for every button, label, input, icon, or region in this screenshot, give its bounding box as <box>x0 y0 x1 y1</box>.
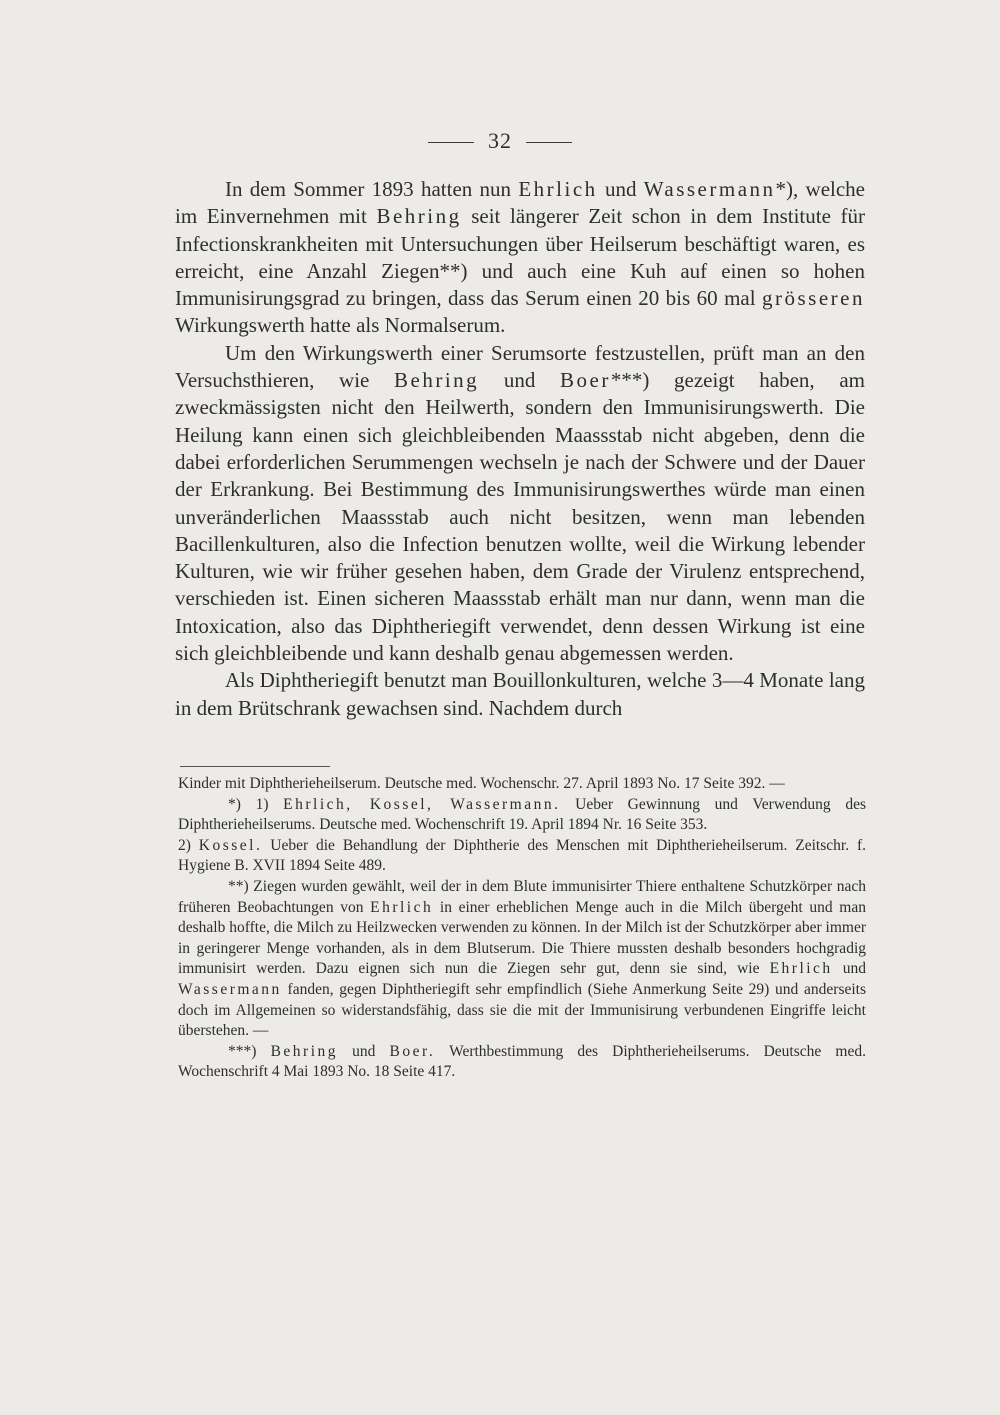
text-run: Als Diphtheriegift benutzt man Bouillonkulturen, welche 3—4 Monate lang in dem Brütschrank gewachsen sind. Nachdem durch <box>175 668 865 720</box>
spaced-name: Wassermann <box>178 980 282 998</box>
spaced-name: Ehrlich <box>769 960 833 978</box>
text-run: und <box>338 1042 390 1060</box>
text-run: ***) gezeigt haben, am zweckmässigsten nicht den Heilwerth, sondern den Immunisirungswerth. Die Heilung kann einen sich gleichbleibenden Maassstab nicht abgeben, denn die dabei erforderlichen Serummengen wechseln je nach der Schwere und der Dauer der Erkrankung. Bei Bestimmung des Immunisirungswerthes würde man einen unveränderlichen Maassstab auch nicht besitzen, wenn man lebenden Bacillenkulturen, also die Infection benutzen wollte, weil die Wirkung lebender Kulturen, wie wir früher gesehen haben, dem Grade der Virulenz entsprechend, verschieden ist. Einen sicheren Maassstab erhält man nur dann, wenn man die Intoxication, also das Diphtheriegift verwendet, denn dessen Wirkung ist eine sich gleichbleibende und kann deshalb genau abgemessen werden. <box>175 368 866 666</box>
spaced-name: Boer <box>560 368 611 393</box>
text-run: In dem Sommer 1893 hatten nun <box>225 177 519 201</box>
spaced-name: Wassermann <box>643 177 776 201</box>
paragraph-1 <box>175 176 865 340</box>
text-run: ***) <box>228 1042 271 1060</box>
text-run: und <box>597 177 644 201</box>
text-run: in einer erheblichen Menge auch in die Milch übergeht und man deshalb hoffte, die Milch zu Heilzwecken verwenden zu können. In der Milch ist der Schutzkörper aber immer in geringerer Menge vorhanden, als in dem Blutserum. Die Thiere mussten deshalb besonders hochgradig immunisirt werden. Dazu eignen sich nun die Ziegen sehr gut, denn sie sind, wie <box>178 898 866 978</box>
spaced-name: Ehrlich, Kossel, Wassermann. <box>283 795 561 813</box>
text-run: *) 1) <box>228 795 284 813</box>
text-run: 2) <box>178 836 199 854</box>
main-text <box>175 176 865 722</box>
text-run: Werthbestimmung des Diphtherieheilserums. Deutsche med. Wochenschrift 4 Mai 1893 No. 18 Seite 417. <box>178 1042 866 1081</box>
text-run: Kinder mit Diphtherieheilserum. Deutsche med. Wochenschr. 27. April 1893 No. 17 Seite 392. — <box>178 775 785 792</box>
text-run: seit längerer Zeit schon in dem Institute für Infectionskrankheiten mit Untersuchungen über Heilserum beschäftigt waren, es erreicht, eine Anzahl Ziegen**) und auch eine Kuh auf einen so hohen Immunisirungsgrad zu bringen, dass das Serum einen 20 bis 60 mal <box>175 204 866 311</box>
paragraph-3 <box>175 667 865 722</box>
text-run: und <box>479 368 561 393</box>
text-run: und <box>832 960 866 978</box>
spaced-name: Kossel. <box>198 836 263 854</box>
footnote-continuation <box>178 774 866 795</box>
header-rule-left <box>428 142 474 143</box>
spaced-name: Boer. <box>389 1042 436 1060</box>
footnote-3 <box>178 1042 866 1083</box>
text-run: Ueber die Behandlung der Diphtherie des Menschen mit Diphtherieheilserum. Zeitschr. f. Hygiene B. XVII 1894 Seite 489. <box>178 836 866 875</box>
page-number: 32 <box>488 128 512 153</box>
spaced-name: Behring <box>270 1042 338 1060</box>
spaced-name: Ehrlich <box>518 177 598 201</box>
spaced-name: Behring <box>394 368 480 393</box>
header-rule-right <box>526 142 572 143</box>
text-run: Wirkungswerth hatte als Normalserum. <box>175 313 506 338</box>
footnote-1b <box>178 836 866 877</box>
spaced-name: Behring <box>376 204 462 229</box>
footnotes <box>178 774 866 1083</box>
footnote-1 <box>178 795 866 836</box>
text-run: fanden, gegen Diphtheriegift sehr empfindlich (Siehe Anmerkung Seite 29) und anderseits doch im Allgemeinen so widerstandsfähig, dass sie die mit der Immunisirung verbundenen Eingriffe leicht überstehen. — <box>178 980 866 1040</box>
paragraph-2 <box>175 340 865 668</box>
spaced-name: grösseren <box>762 286 865 311</box>
footnote-separator <box>180 766 330 767</box>
footnote-2 <box>178 877 866 1042</box>
spaced-name: Ehrlich <box>370 898 434 916</box>
page-header <box>0 128 1000 154</box>
text-run: **) Ziegen wurden gewählt, weil der in dem Blute immunisirter Thiere enthaltene Schutzkörper nach früheren Beobachtungen von <box>178 877 866 916</box>
text-run: Um den Wirkungswerth einer Serumsorte festzustellen, prüft man an den Versuchsthieren, wie <box>175 340 865 393</box>
text-run: Ueber Gewinnung und Verwendung des Diphtherieheilserums. Deutsche med. Wochenschrift 19. April 1894 Nr. 16 Seite 353. <box>178 795 866 834</box>
text-run: *), welche im Einvernehmen mit <box>175 177 866 229</box>
